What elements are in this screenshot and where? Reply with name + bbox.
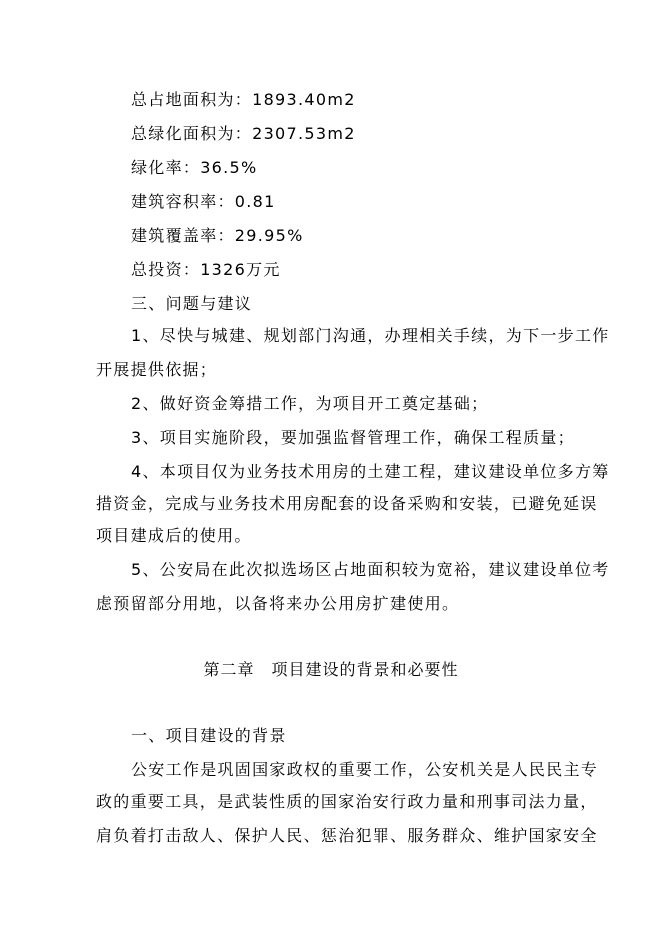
stat-building-coverage: 建筑覆盖率：29.95%: [131, 226, 304, 245]
background-paragraph-line-1: 公安工作是巩固国家政权的重要工作，公安机关是人民民主专: [131, 760, 599, 779]
background-paragraph-line-3: 肩负着打击敌人、保护人民、惩治犯罪、服务群众、维护国家安全: [96, 826, 598, 845]
suggestion-4-line-3: 项目建成后的使用。: [96, 526, 252, 545]
stat-green-rate: 绿化率：36.5%: [131, 158, 258, 177]
suggestion-3-line-1: 3、项目实施阶段，要加强监督管理工作，确保工程质量；: [131, 428, 575, 447]
section-heading-background: 一、项目建设的背景: [131, 726, 287, 745]
stat-total-investment: 总投资：1326万元: [131, 260, 281, 279]
section-heading-problems-suggestions: 三、问题与建议: [131, 294, 253, 313]
suggestion-5-line-2: 虑预留部分用地，以备将来办公用房扩建使用。: [96, 594, 460, 613]
suggestion-5-line-1: 5、公安局在此次拟选场区占地面积较为宽裕，建议建设单位考: [131, 560, 610, 579]
suggestion-4-line-1: 4、本项目仅为业务技术用房的土建工程，建议建设单位多方筹: [131, 462, 610, 481]
suggestion-1-line-1: 1、尽快与城建、规划部门沟通，办理相关手续，为下一步工作: [131, 326, 610, 345]
stat-total-green-area: 总绿化面积为：2307.53m2: [131, 124, 356, 143]
background-paragraph-line-2: 政的重要工具，是武装性质的国家治安行政力量和刑事司法力量，: [96, 792, 598, 811]
stat-total-land-area: 总占地面积为：1893.40m2: [131, 90, 356, 109]
suggestion-2-line-1: 2、做好资金筹措工作，为项目开工奠定基础；: [131, 394, 489, 413]
suggestion-4-line-2: 措资金，完成与业务技术用房配套的设备采购和安装，已避免延误: [96, 494, 598, 513]
suggestion-1-line-2: 开展提供依据；: [96, 360, 218, 379]
chapter-title: 第二章 项目建设的背景和必要性: [203, 660, 459, 679]
stat-plot-ratio: 建筑容积率：0.81: [131, 192, 276, 211]
